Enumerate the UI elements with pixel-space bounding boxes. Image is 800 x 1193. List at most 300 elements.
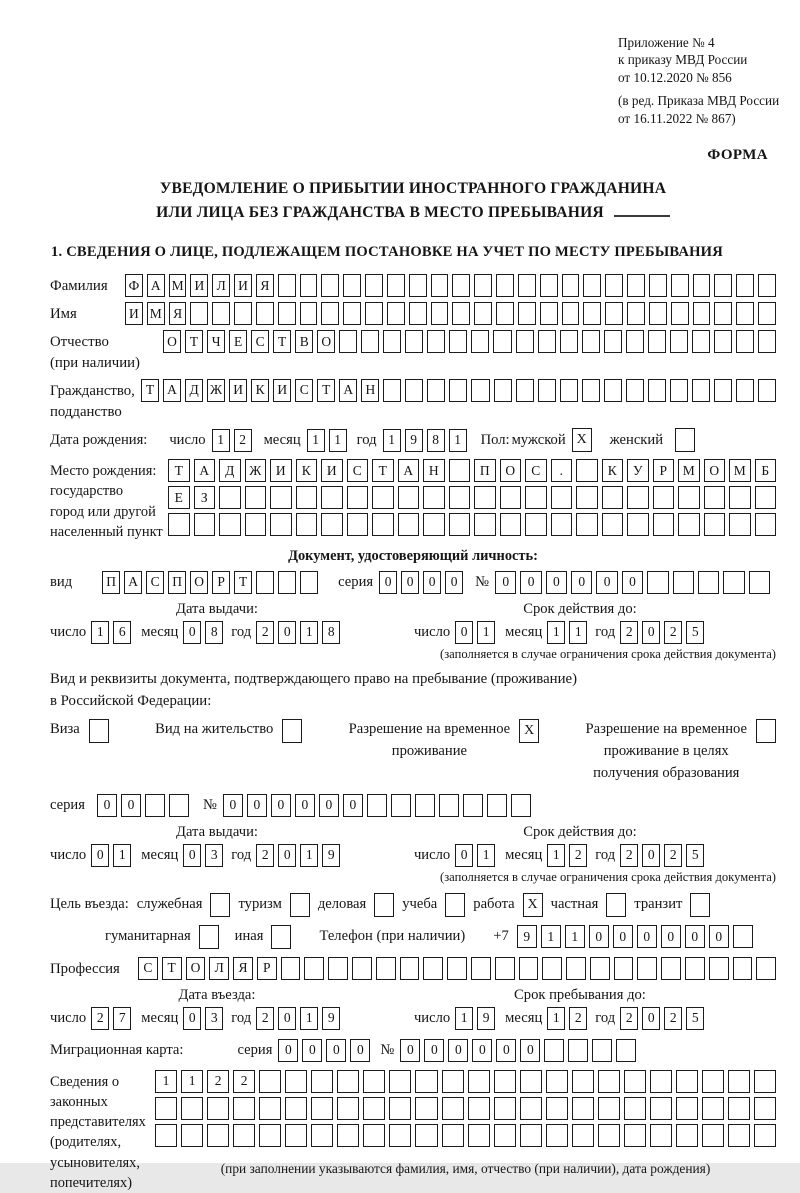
char-box[interactable] — [311, 1070, 333, 1093]
char-box[interactable]: 5 — [686, 621, 704, 644]
char-box[interactable]: 2 — [664, 1007, 682, 1030]
char-box[interactable] — [728, 1097, 750, 1120]
char-box[interactable]: 0 — [91, 844, 109, 867]
char-box[interactable]: Л — [209, 957, 229, 980]
char-box[interactable] — [423, 513, 445, 536]
char-box[interactable] — [650, 1070, 672, 1093]
char-box[interactable]: 0 — [589, 925, 609, 948]
char-box[interactable] — [572, 1070, 594, 1093]
char-box[interactable]: 3 — [205, 844, 223, 867]
char-box[interactable] — [518, 274, 536, 297]
residence-permit-checkbox[interactable] — [282, 719, 302, 743]
char-box[interactable]: 2 — [256, 844, 274, 867]
char-box[interactable]: 5 — [686, 1007, 704, 1030]
stay-number-input[interactable] — [223, 794, 531, 817]
char-box[interactable]: Е — [168, 486, 190, 509]
char-box[interactable] — [650, 1097, 672, 1120]
char-box[interactable]: М — [147, 302, 165, 325]
char-box[interactable]: А — [147, 274, 165, 297]
char-box[interactable]: К — [296, 459, 318, 482]
char-box[interactable]: А — [194, 459, 216, 482]
char-box[interactable] — [576, 459, 598, 482]
doc-number-input[interactable] — [495, 571, 770, 594]
char-box[interactable] — [468, 1097, 490, 1120]
char-box[interactable]: 0 — [400, 1039, 420, 1062]
char-box[interactable] — [270, 486, 292, 509]
char-box[interactable]: Н — [361, 379, 379, 402]
char-box[interactable] — [474, 302, 492, 325]
char-box[interactable]: 1 — [307, 429, 325, 452]
char-box[interactable] — [339, 330, 357, 353]
char-box[interactable] — [219, 486, 241, 509]
char-box[interactable] — [449, 379, 467, 402]
char-box[interactable]: Р — [653, 459, 675, 482]
char-box[interactable] — [572, 1097, 594, 1120]
citizenship-input[interactable] — [141, 379, 776, 402]
char-box[interactable] — [598, 1070, 620, 1093]
char-box[interactable] — [337, 1097, 359, 1120]
char-box[interactable] — [605, 274, 623, 297]
char-box[interactable] — [311, 1124, 333, 1147]
char-box[interactable]: X — [523, 893, 543, 917]
char-box[interactable]: 1 — [565, 925, 585, 948]
char-box[interactable] — [389, 1097, 411, 1120]
char-box[interactable] — [471, 957, 491, 980]
char-box[interactable] — [551, 486, 573, 509]
char-box[interactable] — [442, 1124, 464, 1147]
char-box[interactable] — [387, 274, 405, 297]
char-box[interactable] — [145, 794, 165, 817]
char-box[interactable] — [233, 1097, 255, 1120]
doc-series-input[interactable] — [379, 571, 463, 594]
char-box[interactable] — [736, 330, 754, 353]
char-box[interactable] — [415, 794, 435, 817]
char-box[interactable]: Р — [212, 571, 230, 594]
char-box[interactable]: 0 — [637, 925, 657, 948]
char-box[interactable] — [383, 379, 401, 402]
entry-year-input[interactable] — [256, 1007, 340, 1030]
char-box[interactable] — [245, 486, 267, 509]
char-box[interactable] — [627, 302, 645, 325]
char-box[interactable] — [627, 513, 649, 536]
char-box[interactable] — [606, 893, 626, 917]
char-box[interactable] — [582, 379, 600, 402]
char-box[interactable] — [494, 1124, 516, 1147]
char-box[interactable] — [383, 330, 401, 353]
char-box[interactable] — [614, 957, 634, 980]
char-box[interactable] — [525, 513, 547, 536]
char-box[interactable] — [468, 1070, 490, 1093]
char-box[interactable]: 2 — [620, 1007, 638, 1030]
char-box[interactable]: X — [519, 719, 539, 743]
char-box[interactable]: 8 — [205, 621, 223, 644]
char-box[interactable] — [624, 1070, 646, 1093]
char-box[interactable] — [544, 1039, 564, 1062]
char-box[interactable]: О — [163, 330, 181, 353]
char-box[interactable] — [676, 1097, 698, 1120]
char-box[interactable] — [452, 302, 470, 325]
char-box[interactable]: Я — [169, 302, 187, 325]
male-checkbox[interactable] — [572, 428, 592, 452]
char-box[interactable]: 2 — [256, 621, 274, 644]
char-box[interactable] — [653, 513, 675, 536]
char-box[interactable]: Т — [234, 571, 252, 594]
char-box[interactable] — [520, 1124, 542, 1147]
char-box[interactable] — [427, 330, 445, 353]
char-box[interactable]: С — [251, 330, 269, 353]
char-box[interactable]: 0 — [278, 1039, 298, 1062]
char-box[interactable] — [704, 486, 726, 509]
representatives-line3-input[interactable] — [155, 1124, 776, 1147]
char-box[interactable]: 0 — [596, 571, 617, 594]
char-box[interactable]: 0 — [613, 925, 633, 948]
char-box[interactable] — [560, 330, 578, 353]
char-box[interactable]: 0 — [571, 571, 592, 594]
until-day-input[interactable] — [455, 1007, 495, 1030]
char-box[interactable] — [637, 957, 657, 980]
char-box[interactable] — [626, 330, 644, 353]
char-box[interactable] — [690, 893, 710, 917]
expires-year-input[interactable] — [620, 621, 704, 644]
char-box[interactable] — [282, 719, 302, 743]
char-box[interactable]: 9 — [517, 925, 537, 948]
char-box[interactable] — [500, 513, 522, 536]
char-box[interactable]: . — [551, 459, 573, 482]
char-box[interactable] — [405, 330, 423, 353]
char-box[interactable] — [468, 1124, 490, 1147]
firstname-input[interactable] — [125, 302, 776, 325]
char-box[interactable] — [281, 957, 301, 980]
char-box[interactable]: 0 — [97, 794, 117, 817]
char-box[interactable] — [576, 513, 598, 536]
char-box[interactable] — [758, 302, 776, 325]
char-box[interactable]: Т — [273, 330, 291, 353]
char-box[interactable]: 0 — [295, 794, 315, 817]
char-box[interactable]: 0 — [183, 844, 201, 867]
char-box[interactable] — [493, 330, 511, 353]
char-box[interactable]: Т — [372, 459, 394, 482]
char-box[interactable] — [398, 513, 420, 536]
char-box[interactable]: Т — [168, 459, 190, 482]
opt-business-checkbox[interactable] — [374, 893, 394, 917]
char-box[interactable] — [376, 957, 396, 980]
char-box[interactable] — [604, 330, 622, 353]
char-box[interactable] — [494, 379, 512, 402]
birth-day-input[interactable] — [212, 429, 252, 452]
char-box[interactable]: О — [190, 571, 208, 594]
char-box[interactable] — [540, 274, 558, 297]
issued-month-input[interactable] — [183, 621, 223, 644]
profession-input[interactable] — [138, 957, 776, 980]
char-box[interactable]: 0 — [121, 794, 141, 817]
char-box[interactable]: 0 — [423, 571, 441, 594]
char-box[interactable] — [278, 571, 296, 594]
char-box[interactable]: 0 — [183, 1007, 201, 1030]
char-box[interactable]: 2 — [664, 844, 682, 867]
char-box[interactable]: 0 — [642, 621, 660, 644]
char-box[interactable] — [653, 486, 675, 509]
char-box[interactable] — [363, 1097, 385, 1120]
char-box[interactable]: 0 — [271, 794, 291, 817]
char-box[interactable]: 0 — [642, 844, 660, 867]
char-box[interactable] — [755, 486, 777, 509]
char-box[interactable] — [518, 302, 536, 325]
char-box[interactable] — [449, 459, 471, 482]
char-box[interactable] — [728, 1124, 750, 1147]
char-box[interactable] — [181, 1124, 203, 1147]
char-box[interactable]: 9 — [477, 1007, 495, 1030]
char-box[interactable] — [702, 1124, 724, 1147]
char-box[interactable] — [568, 1039, 588, 1062]
char-box[interactable] — [729, 513, 751, 536]
char-box[interactable] — [729, 486, 751, 509]
char-box[interactable] — [693, 302, 711, 325]
char-box[interactable] — [405, 379, 423, 402]
opt-other-checkbox[interactable] — [271, 925, 291, 949]
char-box[interactable] — [494, 1097, 516, 1120]
char-box[interactable] — [449, 330, 467, 353]
char-box[interactable]: 1 — [477, 844, 495, 867]
char-box[interactable]: Ж — [245, 459, 267, 482]
char-box[interactable] — [520, 1097, 542, 1120]
char-box[interactable] — [389, 1070, 411, 1093]
char-box[interactable] — [89, 719, 109, 743]
char-box[interactable]: 0 — [448, 1039, 468, 1062]
char-box[interactable]: 0 — [401, 571, 419, 594]
char-box[interactable]: П — [102, 571, 120, 594]
char-box[interactable] — [511, 794, 531, 817]
char-box[interactable] — [648, 379, 666, 402]
char-box[interactable]: А — [398, 459, 420, 482]
char-box[interactable] — [347, 513, 369, 536]
char-box[interactable] — [398, 486, 420, 509]
char-box[interactable] — [671, 302, 689, 325]
temp-residence-checkbox[interactable] — [519, 719, 539, 743]
char-box[interactable] — [520, 1070, 542, 1093]
char-box[interactable] — [566, 957, 586, 980]
char-box[interactable]: 2 — [664, 621, 682, 644]
char-box[interactable]: 2 — [569, 844, 587, 867]
char-box[interactable] — [387, 302, 405, 325]
char-box[interactable] — [754, 1070, 776, 1093]
char-box[interactable]: 1 — [113, 844, 131, 867]
char-box[interactable]: 2 — [233, 1070, 255, 1093]
char-box[interactable] — [259, 1097, 281, 1120]
char-box[interactable] — [365, 302, 383, 325]
char-box[interactable] — [347, 486, 369, 509]
char-box[interactable]: И — [321, 459, 343, 482]
char-box[interactable] — [471, 379, 489, 402]
char-box[interactable]: 1 — [212, 429, 230, 452]
char-box[interactable]: 9 — [322, 844, 340, 867]
char-box[interactable]: Д — [219, 459, 241, 482]
char-box[interactable]: 0 — [455, 844, 473, 867]
char-box[interactable]: 0 — [495, 571, 516, 594]
char-box[interactable]: 1 — [155, 1070, 177, 1093]
char-box[interactable] — [728, 1070, 750, 1093]
opt-official-checkbox[interactable] — [210, 893, 230, 917]
char-box[interactable]: П — [474, 459, 496, 482]
char-box[interactable]: 0 — [278, 844, 296, 867]
char-box[interactable]: Б — [755, 459, 777, 482]
char-box[interactable] — [304, 957, 324, 980]
char-box[interactable] — [409, 274, 427, 297]
char-box[interactable]: 2 — [256, 1007, 274, 1030]
char-box[interactable] — [296, 513, 318, 536]
representatives-line2-input[interactable] — [155, 1097, 776, 1120]
char-box[interactable]: И — [234, 274, 252, 297]
char-box[interactable] — [754, 1097, 776, 1120]
char-box[interactable] — [616, 1039, 636, 1062]
char-box[interactable] — [494, 1070, 516, 1093]
char-box[interactable] — [431, 274, 449, 297]
char-box[interactable]: С — [525, 459, 547, 482]
char-box[interactable] — [758, 274, 776, 297]
char-box[interactable] — [207, 1097, 229, 1120]
expires-month-input[interactable] — [547, 621, 587, 644]
char-box[interactable]: Н — [423, 459, 445, 482]
char-box[interactable] — [212, 302, 230, 325]
char-box[interactable]: 0 — [379, 571, 397, 594]
char-box[interactable] — [602, 513, 624, 536]
char-box[interactable] — [702, 1097, 724, 1120]
char-box[interactable] — [194, 513, 216, 536]
char-box[interactable]: М — [678, 459, 700, 482]
char-box[interactable]: 1 — [181, 1070, 203, 1093]
char-box[interactable] — [546, 1070, 568, 1093]
char-box[interactable]: Ж — [207, 379, 225, 402]
char-box[interactable]: О — [186, 957, 206, 980]
doc-type-input[interactable] — [102, 571, 318, 594]
char-box[interactable] — [474, 486, 496, 509]
char-box[interactable]: В — [295, 330, 313, 353]
char-box[interactable]: И — [270, 459, 292, 482]
char-box[interactable]: М — [169, 274, 187, 297]
char-box[interactable] — [449, 513, 471, 536]
char-box[interactable]: Т — [185, 330, 203, 353]
char-box[interactable] — [270, 513, 292, 536]
char-box[interactable] — [670, 330, 688, 353]
char-box[interactable]: 0 — [223, 794, 243, 817]
char-box[interactable]: 2 — [91, 1007, 109, 1030]
char-box[interactable] — [590, 957, 610, 980]
char-box[interactable]: X — [572, 428, 592, 452]
char-box[interactable]: 8 — [427, 429, 445, 452]
char-box[interactable] — [296, 486, 318, 509]
char-box[interactable]: 6 — [113, 621, 131, 644]
char-box[interactable]: 0 — [520, 1039, 540, 1062]
char-box[interactable] — [423, 486, 445, 509]
char-box[interactable] — [365, 274, 383, 297]
char-box[interactable] — [495, 957, 515, 980]
char-box[interactable] — [692, 330, 710, 353]
char-box[interactable] — [423, 957, 443, 980]
char-box[interactable]: И — [125, 302, 143, 325]
char-box[interactable] — [271, 925, 291, 949]
char-box[interactable] — [496, 302, 514, 325]
char-box[interactable] — [259, 1124, 281, 1147]
char-box[interactable] — [400, 957, 420, 980]
char-box[interactable] — [210, 893, 230, 917]
char-box[interactable]: 0 — [455, 621, 473, 644]
char-box[interactable] — [675, 428, 695, 452]
char-box[interactable]: А — [163, 379, 181, 402]
birthplace-line2-input[interactable] — [168, 486, 776, 509]
char-box[interactable]: И — [190, 274, 208, 297]
birth-year-input[interactable] — [383, 429, 467, 452]
char-box[interactable]: К — [251, 379, 269, 402]
char-box[interactable] — [311, 1097, 333, 1120]
char-box[interactable] — [372, 513, 394, 536]
visa-checkbox[interactable] — [89, 719, 109, 743]
char-box[interactable] — [562, 302, 580, 325]
char-box[interactable] — [627, 486, 649, 509]
char-box[interactable]: 0 — [520, 571, 541, 594]
char-box[interactable]: Д — [185, 379, 203, 402]
char-box[interactable] — [661, 957, 681, 980]
char-box[interactable]: Т — [162, 957, 182, 980]
char-box[interactable] — [582, 330, 600, 353]
stay-series-input[interactable] — [97, 794, 189, 817]
entry-month-input[interactable] — [183, 1007, 223, 1030]
char-box[interactable]: Я — [233, 957, 253, 980]
char-box[interactable] — [427, 379, 445, 402]
char-box[interactable]: 0 — [350, 1039, 370, 1062]
char-box[interactable]: Т — [317, 379, 335, 402]
char-box[interactable] — [704, 513, 726, 536]
char-box[interactable] — [259, 1070, 281, 1093]
expires-day-input[interactable] — [455, 621, 495, 644]
char-box[interactable] — [471, 330, 489, 353]
char-box[interactable] — [374, 893, 394, 917]
char-box[interactable]: 0 — [472, 1039, 492, 1062]
char-box[interactable] — [714, 379, 732, 402]
char-box[interactable] — [676, 1124, 698, 1147]
char-box[interactable]: 1 — [477, 621, 495, 644]
char-box[interactable]: 0 — [685, 925, 705, 948]
surname-input[interactable] — [125, 274, 776, 297]
birthplace-line1-input[interactable] — [168, 459, 776, 482]
char-box[interactable] — [415, 1097, 437, 1120]
char-box[interactable]: 7 — [113, 1007, 131, 1030]
char-box[interactable] — [546, 1124, 568, 1147]
char-box[interactable] — [627, 274, 645, 297]
char-box[interactable] — [714, 302, 732, 325]
char-box[interactable]: 1 — [455, 1007, 473, 1030]
char-box[interactable]: 2 — [569, 1007, 587, 1030]
char-box[interactable] — [367, 794, 387, 817]
issued-day-input[interactable] — [91, 621, 131, 644]
issued-year-input[interactable] — [256, 621, 340, 644]
char-box[interactable] — [624, 1124, 646, 1147]
char-box[interactable]: 1 — [547, 1007, 565, 1030]
char-box[interactable] — [343, 274, 361, 297]
char-box[interactable] — [714, 330, 732, 353]
char-box[interactable] — [256, 302, 274, 325]
char-box[interactable] — [693, 274, 711, 297]
char-box[interactable]: С — [138, 957, 158, 980]
char-box[interactable] — [650, 1124, 672, 1147]
char-box[interactable]: 0 — [496, 1039, 516, 1062]
char-box[interactable]: 0 — [622, 571, 643, 594]
char-box[interactable]: С — [295, 379, 313, 402]
char-box[interactable] — [337, 1070, 359, 1093]
char-box[interactable] — [415, 1124, 437, 1147]
char-box[interactable]: 0 — [642, 1007, 660, 1030]
char-box[interactable]: Т — [141, 379, 159, 402]
char-box[interactable]: 1 — [547, 844, 565, 867]
stay-issued-day-input[interactable] — [91, 844, 131, 867]
